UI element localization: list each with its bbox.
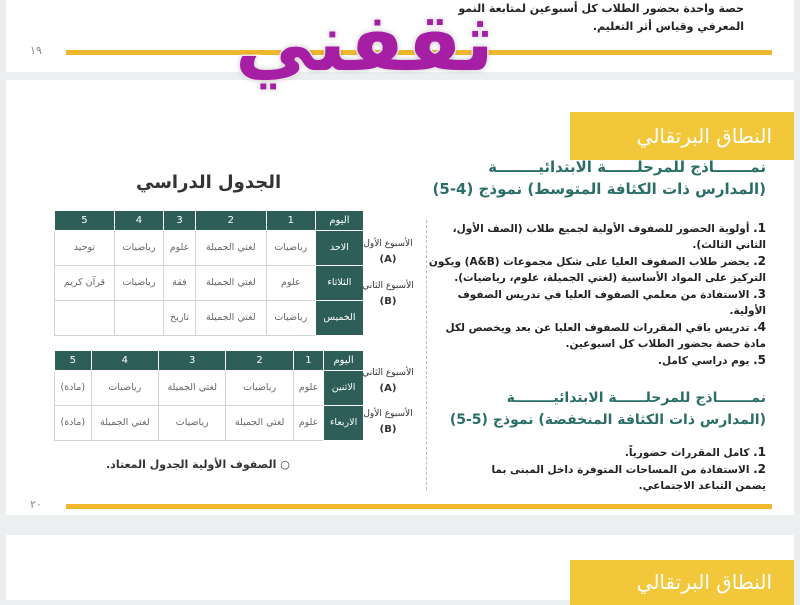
page-20 [6, 80, 794, 515]
subject-cell: رياضيات [266, 301, 315, 336]
header-period: 3 [164, 211, 196, 231]
table1-week-a-group: (A) [379, 254, 397, 265]
table1-week-b-label: الأسبوع الثاني [362, 281, 414, 291]
day-cell: الخميس [315, 301, 363, 336]
list-item-number: 2. [753, 462, 766, 476]
subject-cell: لغتي الجميلة [159, 371, 226, 406]
day-cell: الاربعاء [324, 406, 364, 441]
table1-week-a [362, 238, 414, 266]
subject-cell: لغتي الجميلة [195, 301, 266, 336]
table-row [55, 266, 364, 301]
table-row [55, 231, 364, 266]
subject-cell: تاريخ [164, 301, 196, 336]
list-item-text: يوم دراسي كامل. [657, 355, 750, 367]
section2-list [476, 444, 766, 494]
subject-cell [55, 301, 115, 336]
section1-list [426, 220, 766, 369]
note-text: الصفوف الأولية الجدول المعتاد. [106, 458, 277, 471]
list-item-text: تدريس باقي المقررات للصفوف العليا عن بعد ويخصص لكل مادة حصة بحضور الطلاب كل اسبوعين. [445, 322, 766, 350]
header-day: اليوم [315, 211, 363, 231]
subject-cell: فقة [164, 266, 196, 301]
subject-cell: (مادة) [55, 406, 92, 441]
list-item [426, 286, 766, 319]
orange-zone-band-2: النطاق البرتقالي [570, 560, 794, 605]
day-cell: الثلاثاء [315, 266, 363, 301]
table1-week-b [362, 280, 414, 308]
subject-cell: علوم [266, 266, 315, 301]
day-cell: الاحد [315, 231, 363, 266]
subject-cell: علوم [293, 406, 323, 441]
page-19-text: حصة واحدة بحضور الطلاب كل أسبوعين لمتابعة النمو المعرفي وقياس أثر التعليم. [458, 2, 744, 33]
section2-heading-line2: (المدارس ذات الكثافة المنخفضة) نموذج (5-5) [449, 412, 766, 428]
schedule-table-1 [54, 210, 364, 336]
list-item-text: كامل المقررات حضورياً. [624, 447, 750, 459]
header-period: 2 [195, 211, 266, 231]
subject-cell: رياضيات [266, 231, 315, 266]
column-divider [426, 220, 427, 490]
header-period: 5 [55, 351, 92, 371]
table1-week-a-label: الأسبوع الأول [363, 239, 413, 249]
schedule-title: الجدول الدراسي [136, 172, 282, 193]
subject-cell: توحيد [55, 231, 115, 266]
list-item-text: يحضر طلاب الصفوف العليا على شكل مجموعات (A&B) ويكون التركيز على المواد الأساسية (لغتي الجميلة، علوم، رياضيات). [428, 256, 766, 284]
page-20-number: ٢٠ [30, 498, 42, 511]
header-period: 4 [114, 211, 163, 231]
list-item-number: 5. [753, 353, 766, 367]
schedule-note [106, 458, 290, 471]
header-period: 1 [266, 211, 315, 231]
subject-cell: علوم [164, 231, 196, 266]
page-21 [6, 535, 794, 600]
subject-cell: رياضيات [91, 371, 158, 406]
subject-cell: لغتي الجميلة [91, 406, 158, 441]
list-item-number: 3. [753, 287, 766, 301]
subject-cell: لغتي الجميلة [195, 266, 266, 301]
subject-cell: رياضيات [114, 231, 163, 266]
list-item [426, 253, 766, 286]
subject-cell: رياضيات [114, 266, 163, 301]
header-period: 5 [55, 211, 115, 231]
list-item-text: الاستفادة من المساحات المتوفرة داخل المبنى بما يضمن التباعد الاجتماعي. [491, 464, 766, 492]
table-row [55, 371, 364, 406]
section1-heading-line1: نمـــــــاذج للمرحلــــــة الابتدائيــــــــة [488, 158, 766, 176]
list-item [426, 319, 766, 352]
table2-week-a [362, 367, 414, 395]
list-item-number: 1. [753, 221, 766, 235]
header-period: 3 [159, 351, 226, 371]
list-item [426, 220, 766, 253]
orange-zone-band: النطاق البرتقالي [570, 112, 794, 160]
list-item-number: 2. [753, 254, 766, 268]
subject-cell: لغتي الجميلة [226, 406, 293, 441]
header-period: 2 [226, 351, 293, 371]
list-item-text: أولوية الحضور للصفوف الأولية لجميع طلاب (الصف الأول، الثاني الثالث). [452, 223, 766, 251]
list-item-number: 4. [753, 320, 766, 334]
schedule-table-2 [54, 350, 364, 441]
subject-cell: رياضيات [226, 371, 293, 406]
subject-cell: لغتي الجميلة [195, 231, 266, 266]
day-cell: الاثنين [324, 371, 364, 406]
list-item-number: 1. [753, 445, 766, 459]
table2-week-b-group: (B) [379, 424, 397, 435]
table-row [55, 301, 364, 336]
header-day: اليوم [324, 351, 364, 371]
watermark-stamp: ثقفني [235, 0, 494, 89]
header-period: 1 [293, 351, 323, 371]
section2-heading-line1: نمـــــــاذج للمرحلــــــة الابتدائيــــــــة [506, 390, 766, 406]
table1-week-b-group: (B) [379, 296, 397, 307]
subject-cell [114, 301, 163, 336]
subject-cell: علوم [293, 371, 323, 406]
note-bullet-icon: ○ [280, 458, 290, 471]
list-item [476, 461, 766, 494]
page-19-number: ١٩ [30, 44, 42, 57]
table2-week-a-label: الأسبوع الثاني [362, 368, 414, 378]
table-row [55, 406, 364, 441]
subject-cell: (مادة) [55, 371, 92, 406]
table2-week-a-group: (A) [379, 383, 397, 394]
table2-week-b [362, 408, 414, 436]
list-item-text: الاستفادة من معلمي الصفوف العليا في تدريس الصفوف الأولية. [457, 289, 766, 317]
table2-week-b-label: الأسبوع الأول [363, 409, 413, 419]
list-item [426, 352, 766, 369]
section1-heading-line2: (المدارس ذات الكثافة المتوسط) نموذج (4-5) [432, 180, 766, 198]
page-20-footer-bar [66, 504, 772, 509]
subject-cell: رياضيات [159, 406, 226, 441]
list-item [476, 444, 766, 461]
subject-cell: قرآن كريم [55, 266, 115, 301]
header-period: 4 [91, 351, 158, 371]
